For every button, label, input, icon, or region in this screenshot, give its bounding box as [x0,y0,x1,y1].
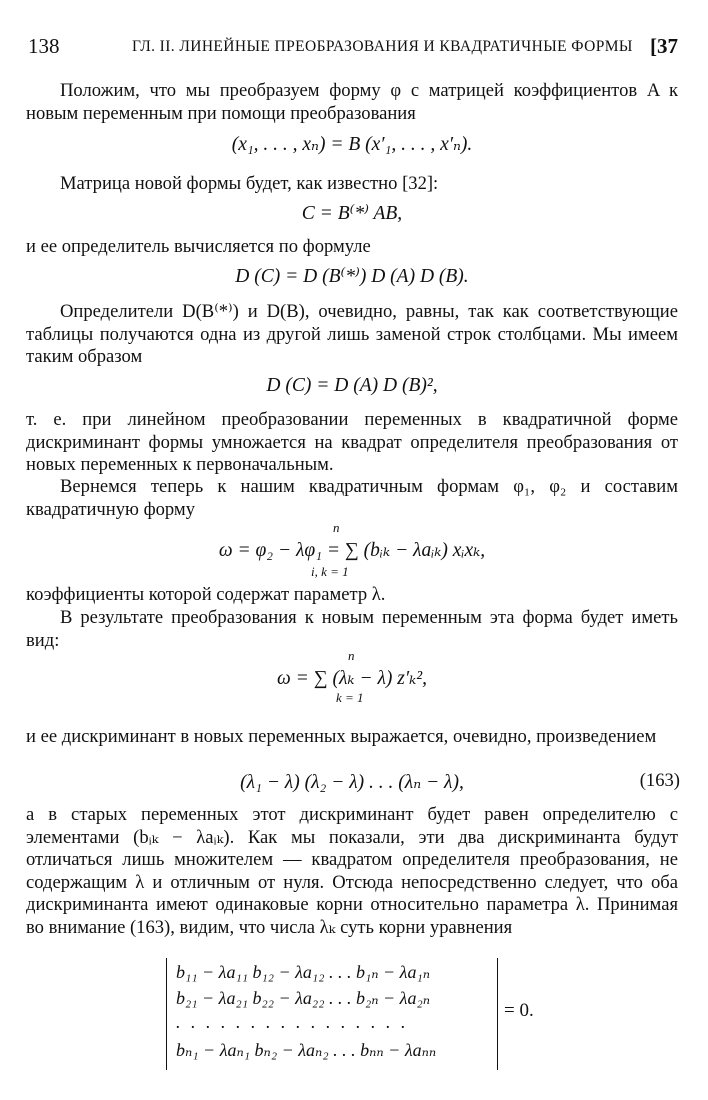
paragraph-4: Определители D(B⁽*⁾) и D(B), очевидно, равны, так как соответствующие таблицы получаются одна из другой лишь заменой строк столбцами. Мы имеем таким образом [26,301,678,368]
determinant-row-2: b₂₁ − λa₂₁ b₂₂ − λa₂₂ . . . b₂ₙ − λa₂ₙ [176,988,430,1008]
paragraph-7: коэффициенты которой содержат параметр λ. [26,584,386,605]
equation-determinant-square: D (C) = D (A) D (B)², [266,375,438,396]
determinant-row-1: b₁₁ − λa₁₁ b₁₂ − λa₁₂ . . . b₁ₙ − λa₁ₙ [176,962,430,982]
omega-sum-body: ω = φ₂ − λφ₁ = ∑ (bᵢₖ − λaᵢₖ) xᵢxₖ, [218,540,486,561]
paragraph-2: Матрица новой формы будет, как известно [32]: [60,173,439,194]
paragraph-9: и ее дискриминант в новых переменных выражается, очевидно, произведением [26,726,657,747]
sum-upper-limit: n [333,520,340,535]
paragraph-5: т. е. при линейном преобразовании переменных в квадратичной форме дискриминант формы умножается на квадрат определителя преобразования от новых переменных к первоначальным. [26,409,678,476]
determinant-equals-zero: = 0. [504,1000,534,1021]
paragraph-1: Положим, что мы преобразуем форму φ с матрицей коэффициентов A к новым переменным при помощи преобразования [26,80,678,124]
determinant-dots-row: . . . . . . . . . . . . . . . . [176,1012,409,1032]
omega-new-body: ω = ∑ (λₖ − λ) z′ₖ², [277,668,427,689]
equation-number: (163) [639,770,680,791]
equation-product: (λ₁ − λ) (λ₂ − λ) . . . (λₙ − λ), [240,772,464,793]
running-title: ГЛ. II. ЛИНЕЙНЫЕ ПРЕОБРАЗОВАНИЯ И КВАДРАТИЧНЫЕ ФОРМЫ [132,38,633,55]
paragraph-8: В результате преобразования к новым переменным эта форма будет иметь вид: [26,607,678,651]
sum-upper-limit: n [348,648,355,663]
paragraph-3: и ее определитель вычисляется по формуле [26,236,371,257]
sum-lower-limit: k = 1 [336,690,364,705]
sum-lower-limit: i, k = 1 [311,564,349,579]
equation-determinant-formula: D (C) = D (B⁽*⁾) D (A) D (B). [235,266,469,287]
equation-omega-new [26,648,678,708]
equation-omega-sum [26,520,678,580]
section-number: [37 [650,34,678,58]
equation-transformation: (x₁, . . . , xₙ) = B (x′₁, . . . , x′ₙ). [231,134,473,155]
determinant-row-n: bₙ₁ − λaₙ₁ bₙ₂ − λaₙ₂ . . . bₙₙ − λaₙₙ [176,1040,437,1060]
paragraph-10: а в старых переменных этот дискриминант будет равен определителю с элементами (bᵢₖ − λaᵢₖ). Как мы показали, эти два дискриминанта будут отличаться лишь множителем — квадратом определителя преобразования, не содержащим λ и отличным от нуля. Отсюда непосредственно следует, что оба дискриминанта имеют одинаковые корни относительно параметра λ. Принимая во внимание (163), видим, что числа λₖ суть корни уравнения [26,804,678,938]
running-header [26,34,678,62]
paragraph-6: Вернемся теперь к нашим квадратичным формам φ₁, φ₂ и составим квадратичную форму [26,476,678,520]
equation-new-matrix: C = B⁽*⁾ AB, [301,203,403,224]
page-number: 138 [28,34,60,58]
